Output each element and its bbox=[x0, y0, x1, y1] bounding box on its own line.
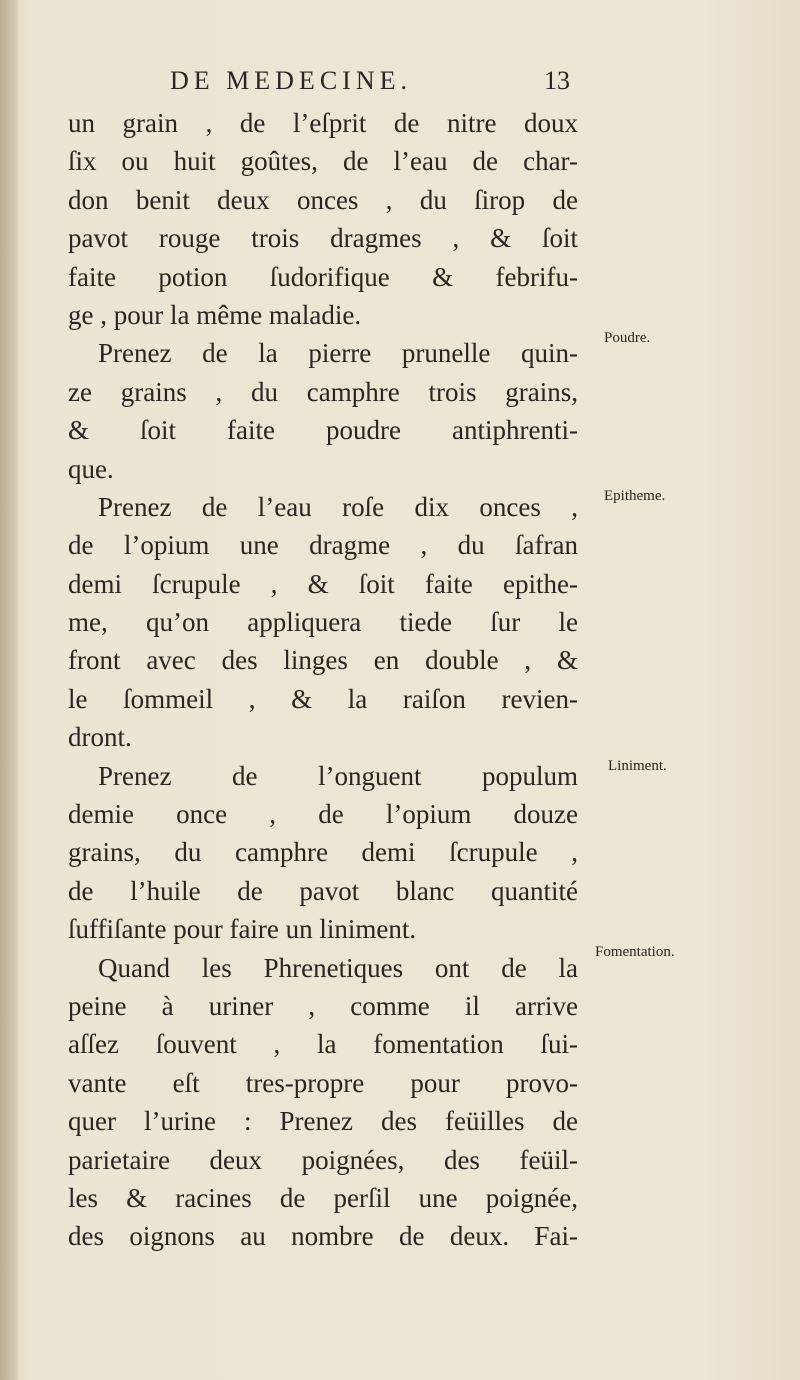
text-line: grains, du camphre demi ſcrupule , bbox=[68, 837, 578, 868]
margin-note-liniment: Liniment. bbox=[608, 758, 667, 774]
text-line: front avec des linges en double , & bbox=[68, 645, 578, 676]
text-line: me, qu’on appliquera tiede ſur le bbox=[68, 607, 578, 638]
text-line: des oignons au nombre de deux. Fai- bbox=[68, 1221, 578, 1252]
margin-note-epitheme: Epitheme. bbox=[604, 488, 666, 504]
margin-note-fomentation: Fomentation. bbox=[595, 944, 675, 960]
text-line: ge , pour la même maladie. bbox=[68, 299, 362, 330]
page-number: 13 bbox=[544, 66, 570, 95]
text-line: Prenez de l’onguent populum bbox=[98, 760, 578, 791]
text-line: peine à uriner , comme il arrive bbox=[68, 990, 578, 1021]
text-line: parietaire deux poignées, des feüil- bbox=[68, 1144, 578, 1175]
text-line: don benit deux onces , du ſirop de bbox=[68, 184, 578, 215]
text-line: les & racines de perſil une poignée, bbox=[68, 1182, 578, 1213]
text-line: ſuffiſante pour faire un liniment. bbox=[68, 914, 417, 945]
body-text bbox=[68, 104, 578, 1256]
text-line: pavot rouge trois dragmes , & ſoit bbox=[68, 223, 578, 254]
text-line: aſſez ſouvent , la fomentation ſui- bbox=[68, 1029, 578, 1060]
text-line: ze grains , du camphre trois grains, bbox=[68, 376, 578, 407]
running-title: DE MEDECINE. bbox=[170, 66, 412, 95]
text-line: le ſommeil , & la raiſon revien- bbox=[68, 683, 578, 714]
text-line: & ſoit faite poudre antiphrenti- bbox=[68, 415, 578, 446]
text-line: demi ſcrupule , & ſoit faite epithe- bbox=[68, 568, 578, 599]
text-line: que. bbox=[68, 453, 114, 484]
text-line: quer l’urine : Prenez des feüilles de bbox=[68, 1106, 578, 1137]
text-line: ſix ou huit goûtes, de l’eau de char- bbox=[68, 146, 578, 177]
text-line: de l’opium une dragme , du ſafran bbox=[68, 530, 578, 561]
text-line: de l’huile de pavot blanc quantité bbox=[68, 875, 578, 906]
running-header bbox=[170, 66, 580, 106]
text-line: un grain , de l’eſprit de nitre doux bbox=[68, 108, 578, 138]
text-line: Prenez de l’eau roſe dix onces , bbox=[98, 491, 578, 522]
text-line: vante eſt tres-propre pour provo- bbox=[68, 1067, 578, 1098]
text-line: Quand les Phrenetiques ont de la bbox=[98, 952, 578, 983]
book-spine bbox=[0, 0, 18, 1380]
text-line: demie once , de l’opium douze bbox=[68, 799, 578, 830]
text-line: dront. bbox=[68, 722, 132, 753]
margin-note-poudre: Poudre. bbox=[604, 330, 651, 346]
text-line: faite potion ſudorifique & febrifu- bbox=[68, 261, 578, 292]
text-line: Prenez de la pierre prunelle quin- bbox=[98, 338, 578, 369]
